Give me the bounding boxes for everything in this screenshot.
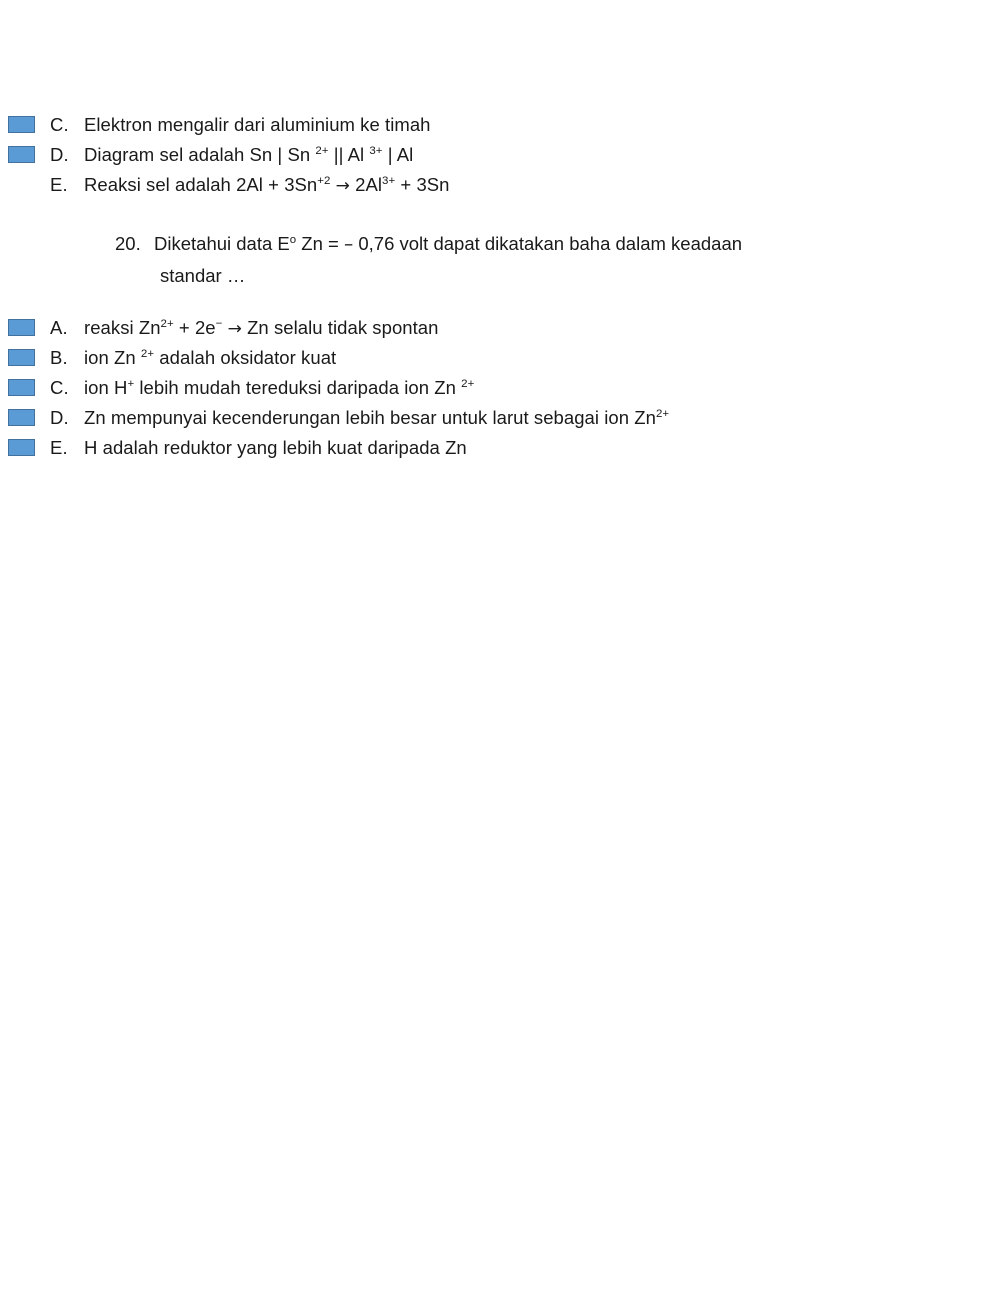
reaction-arrow-icon: → [227, 319, 242, 339]
option-marker-cell-empty [0, 170, 50, 200]
option-row-d-19[interactable] [0, 140, 1000, 170]
option-text-formatted: ion H+ lebih mudah tereduksi daripada ion Zn $^{2+}$ [84, 377, 475, 398]
option-marker-cell [0, 403, 50, 433]
blue-square-bullet-icon [8, 379, 35, 396]
option-text: Elektron mengalir dari aluminium ke timah [84, 114, 431, 135]
superscript: 2+ [655, 407, 670, 420]
blue-square-bullet-icon [8, 116, 35, 133]
question-number: 20. [115, 233, 141, 254]
question-text [154, 228, 742, 291]
option-letter: D. [50, 407, 69, 428]
option-row-d-20[interactable] [0, 403, 1000, 433]
option-row-c-20[interactable] [0, 373, 1000, 403]
option-text-formatted: Zn mempunyai kecenderungan lebih besar untuk larut sebagai ion $Zn^{2+}$ [84, 407, 670, 428]
superscript: 2+ [160, 317, 174, 330]
option-letter: C. [50, 114, 69, 135]
option-row-e-20[interactable] [0, 433, 1000, 463]
superscript: 2+ [461, 377, 475, 390]
blue-square-bullet-icon [8, 146, 35, 163]
superscript: 2+ [140, 347, 155, 360]
minus-sign: – [343, 234, 354, 255]
spacer [0, 200, 1000, 228]
spacer [0, 291, 1000, 313]
option-marker-cell [0, 373, 50, 403]
blue-square-bullet-icon [8, 319, 35, 336]
option-text-formatted: Reaksi sel adalah $2Al + 3Sn^{+2} \to 2Al^{3+} + 3Sn$ [84, 174, 450, 196]
blue-square-bullet-icon [8, 349, 35, 366]
option-letter: D. [50, 144, 69, 165]
option-text-formatted: Diagram sel adalah Sn | Sn $^{2+}$ || Al $^{3+}$ | Al [84, 144, 414, 165]
option-row-a-20[interactable] [0, 313, 1000, 343]
question-line-2: standar … [160, 265, 246, 286]
option-letter: A. [50, 317, 68, 338]
question-line-1: Diketahui data $E^o$ Zn = – 0,76 volt dapat dikatakan baha dalam keadaan [154, 233, 743, 255]
option-marker-cell [0, 140, 50, 170]
reaction-arrow-icon: → [335, 176, 350, 196]
option-text-formatted: reaksi $Zn^{2+} + 2e^- \to Zn$ selalu tidak spontan [84, 317, 439, 339]
option-letter: E. [50, 437, 68, 458]
superscript: +2 [317, 174, 331, 187]
option-text-formatted: ion Zn $^{2+}$ adalah oksidator kuat [84, 347, 337, 368]
superscript: 2+ [315, 144, 329, 157]
option-letter: C. [50, 377, 69, 398]
option-marker-cell [0, 433, 50, 463]
option-marker-cell [0, 110, 50, 140]
option-text: H adalah reduktor yang lebih kuat daripada Zn [84, 437, 467, 458]
superscript: + [127, 377, 135, 390]
option-marker-cell [0, 343, 50, 373]
question-19-options-group [0, 110, 1000, 200]
superscript: 3+ [382, 174, 396, 187]
superscript: 3+ [369, 144, 383, 157]
option-marker-cell [0, 313, 50, 343]
superscript: − [215, 317, 223, 330]
question-20-block [110, 228, 1000, 291]
blue-square-bullet-icon [8, 439, 35, 456]
blue-square-bullet-icon [8, 409, 35, 426]
option-row-c-19[interactable] [0, 110, 1000, 140]
option-row-e-19[interactable] [0, 170, 1000, 200]
option-letter: B. [50, 347, 68, 368]
superscript-degree: o [289, 233, 297, 246]
option-row-b-20[interactable] [0, 343, 1000, 373]
question-20-options-group [0, 313, 1000, 463]
option-letter: E. [50, 174, 68, 195]
document-content [0, 110, 1000, 463]
